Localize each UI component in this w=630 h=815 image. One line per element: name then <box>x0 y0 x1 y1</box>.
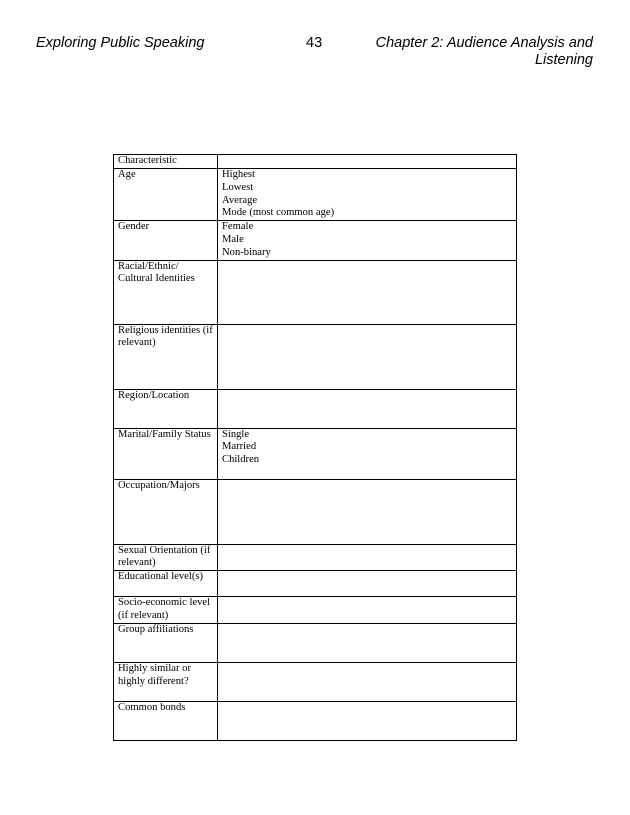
table-row-sexual-orientation <box>114 544 517 571</box>
answer-cell <box>218 479 517 544</box>
row-label: Sexual Orientation (if relevant) <box>114 544 218 571</box>
answer-cell <box>218 260 517 324</box>
table-row-socio-economic <box>114 597 517 624</box>
page-number: 43 <box>306 35 323 51</box>
table-row-occupation <box>114 479 517 544</box>
answer-cell <box>218 662 517 701</box>
option-text: Non-binary <box>222 246 271 258</box>
row-label: Highly similar or highly different? <box>114 662 218 701</box>
option-text: Children <box>222 454 260 466</box>
row-label: Characteristic <box>114 155 218 169</box>
table-row-marital-family <box>114 428 517 479</box>
row-label: Region/Location <box>114 389 218 428</box>
running-header-chapter-title: Chapter 2: Audience Analysis and Listening <box>375 35 593 68</box>
option-text: Male <box>222 233 244 245</box>
answer-cell <box>218 169 517 221</box>
row-label: Age <box>114 169 218 221</box>
audience-analysis-table <box>113 154 517 741</box>
row-label: Common bonds <box>114 701 218 740</box>
answer-cell <box>218 221 517 260</box>
option-text: Single <box>222 428 250 440</box>
option-text: Married <box>222 441 257 453</box>
answer-cell <box>218 324 517 389</box>
row-label: Gender <box>114 221 218 260</box>
row-label: Group affiliations <box>114 623 218 662</box>
row-label: Racial/Ethnic/ Cultural Identities <box>114 260 218 324</box>
table-row-gender <box>114 221 517 260</box>
answer-cell <box>218 428 517 479</box>
row-label: Socio-economic level (if relevant) <box>114 597 218 624</box>
table-row-racial-ethnic-cultural <box>114 260 517 324</box>
answer-cell <box>218 544 517 571</box>
table-row-characteristic <box>114 155 517 169</box>
option-text: Highest <box>222 169 255 180</box>
running-header-book-title: Exploring Public Speaking <box>36 35 205 51</box>
answer-cell <box>218 155 517 169</box>
table-row-education <box>114 571 517 597</box>
option-text: Female <box>222 221 254 233</box>
option-text: Lowest <box>222 181 254 193</box>
option-text: Average <box>222 194 258 206</box>
row-label: Marital/Family Status <box>114 428 218 479</box>
answer-cell <box>218 597 517 624</box>
row-label: Occupation/Majors <box>114 479 218 544</box>
answer-cell <box>218 701 517 740</box>
answer-cell <box>218 389 517 428</box>
table-row-similar-different <box>114 662 517 701</box>
answer-cell <box>218 623 517 662</box>
table-row-common-bonds <box>114 701 517 740</box>
row-label: Religious identities (if relevant) <box>114 324 218 389</box>
table-row-region <box>114 389 517 428</box>
table-row-group-affiliations <box>114 623 517 662</box>
answer-cell <box>218 571 517 597</box>
table-row-religious <box>114 324 517 389</box>
row-label: Educational level(s) <box>114 571 218 597</box>
table-row-age <box>114 169 517 221</box>
option-text: Mode (most common age) <box>222 207 335 219</box>
